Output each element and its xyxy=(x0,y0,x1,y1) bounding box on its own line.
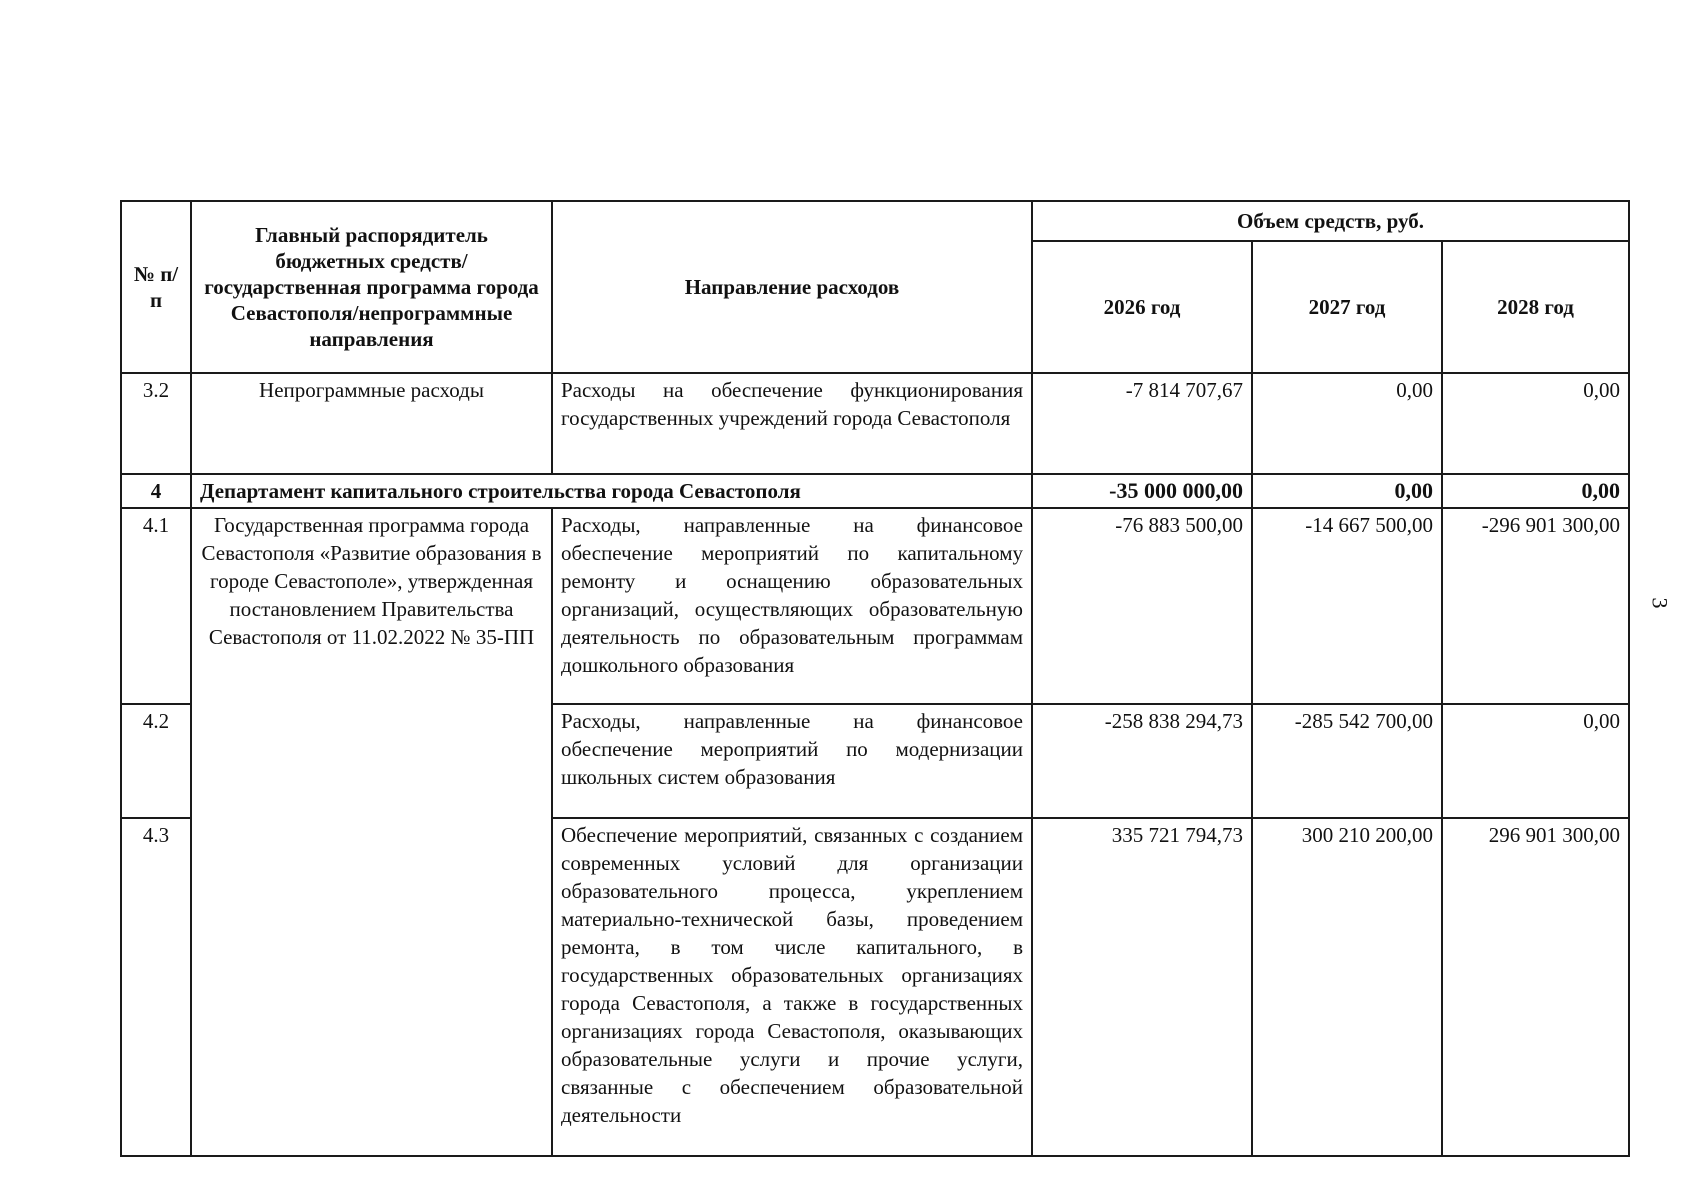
header-purpose: Направление расходов xyxy=(552,201,1032,373)
row-value-2027: 0,00 xyxy=(1252,474,1442,508)
row-value-2027: -285 542 700,00 xyxy=(1252,704,1442,818)
header-volume: Объем средств, руб. xyxy=(1032,201,1629,241)
header-year-2027: 2027 год xyxy=(1252,241,1442,373)
department-title: Департамент капитального строительства города Севастополя xyxy=(191,474,1032,508)
program-distributor: Государственная программа города Севастополя «Развитие образования в городе Севастополе», утвержденная постановлением Правительства Севастополя от 11.02.2022 № 35-ПП xyxy=(191,508,552,1156)
row-value-2028: 0,00 xyxy=(1442,373,1629,474)
table-row-department xyxy=(121,474,1629,508)
row-value-2026: -76 883 500,00 xyxy=(1032,508,1252,704)
row-number: 3.2 xyxy=(121,373,191,474)
table-row xyxy=(121,508,1629,704)
row-value-2028: 0,00 xyxy=(1442,704,1629,818)
header-year-2028: 2028 год xyxy=(1442,241,1629,373)
row-number: 4.1 xyxy=(121,508,191,704)
row-value-2026: 335 721 794,73 xyxy=(1032,818,1252,1156)
row-purpose: Обеспечение мероприятий, связанных с созданием современных условий для организации образовательного процесса, укреплением материально-технической базы, проведением ремонта, в том числе капитального, в государственных образовательных организациях города Севастополя, а также в государственных организациях города Севастополя, оказывающих образовательные услуги и прочие услуги, связанные с обеспечением образовательной деятельности xyxy=(552,818,1032,1156)
row-purpose: Расходы, направленные на финансовое обеспечение мероприятий по модернизации школьных систем образования xyxy=(552,704,1032,818)
row-value-2027: 0,00 xyxy=(1252,373,1442,474)
row-purpose: Расходы на обеспечение функционирования государственных учреждений города Севастополя xyxy=(552,373,1032,474)
row-number: 4.2 xyxy=(121,704,191,818)
table-row xyxy=(121,373,1629,474)
row-number: 4 xyxy=(121,474,191,508)
row-number: 4.3 xyxy=(121,818,191,1156)
budget-table xyxy=(120,200,1630,1157)
row-value-2027: 300 210 200,00 xyxy=(1252,818,1442,1156)
row-purpose: Расходы, направленные на финансовое обеспечение мероприятий по капитальному ремонту и оснащению образовательных организаций, осуществляющих образовательную деятельность по образовательным программам дошкольного образования xyxy=(552,508,1032,704)
row-value-2026: -7 814 707,67 xyxy=(1032,373,1252,474)
row-value-2028: -296 901 300,00 xyxy=(1442,508,1629,704)
row-value-2028: 0,00 xyxy=(1442,474,1629,508)
header-year-2026: 2026 год xyxy=(1032,241,1252,373)
header-num: № п/п xyxy=(121,201,191,373)
row-value-2028: 296 901 300,00 xyxy=(1442,818,1629,1156)
page-number: 3 xyxy=(1647,597,1673,609)
row-value-2026: -35 000 000,00 xyxy=(1032,474,1252,508)
row-distributor: Непрограммные расходы xyxy=(191,373,552,474)
row-value-2027: -14 667 500,00 xyxy=(1252,508,1442,704)
table-header xyxy=(121,201,1629,373)
row-value-2026: -258 838 294,73 xyxy=(1032,704,1252,818)
header-distributor: Главный распорядитель бюджетных средств/государственная программа города Севастополя/непрограммные направления xyxy=(191,201,552,373)
